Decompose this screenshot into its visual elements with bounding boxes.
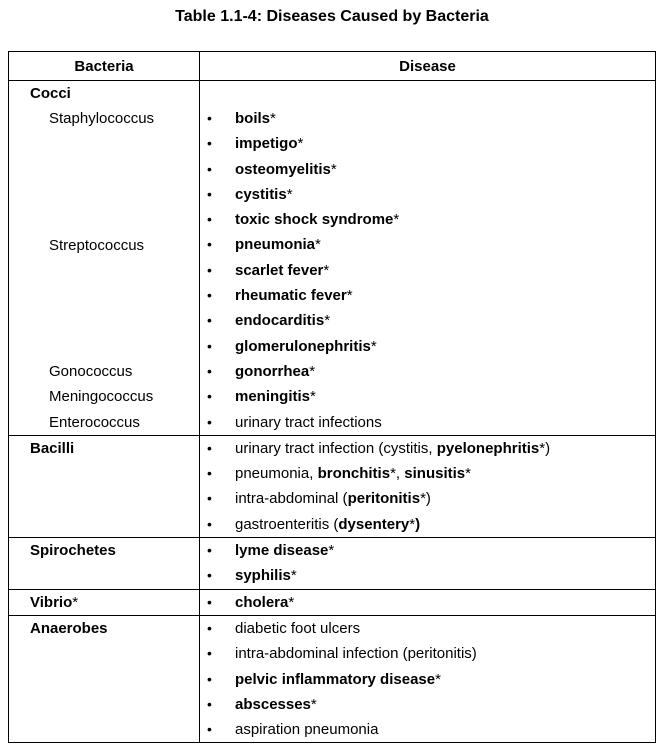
disease-cell [200, 81, 656, 436]
bullet-icon: • [207, 593, 212, 610]
disease-text-part: toxic shock syndrome [235, 211, 394, 229]
bullet-icon: • [207, 110, 212, 126]
table-title: Table 1.1-4: Diseases Caused by Bacteria [175, 8, 489, 25]
bullet-icon: • [207, 236, 212, 253]
disease-item [200, 667, 655, 692]
disease-text [235, 131, 303, 156]
table-header-row [9, 52, 656, 81]
disease-text-part: intra-abdominal infection (peritonitis) [235, 645, 477, 663]
disease-text-part: gastroenteritis ( [235, 515, 339, 533]
disease-text-part: abscesses [235, 695, 311, 713]
bacteria-group-name: Anaerobes [30, 619, 108, 637]
diseases-table [8, 51, 656, 743]
table-body [9, 81, 656, 743]
disease-text-part: ) [415, 515, 421, 533]
disease-text-part: * [323, 261, 330, 279]
bacteria-sub-name: Meningococcus [49, 388, 154, 406]
bullet-icon: • [207, 695, 212, 712]
disease-item [200, 258, 655, 283]
disease-text-part: pyelonephritis [436, 439, 540, 457]
disease-text-part: gonorrhea [235, 362, 310, 380]
disease-text-part: diabetic foot ulcers [235, 619, 361, 637]
disease-item [200, 283, 655, 308]
disease-item [200, 334, 655, 359]
disease-text-part: * [370, 337, 377, 355]
disease-text-part: rheumatic fever [235, 287, 347, 305]
disease-text [235, 308, 330, 333]
disease-text [235, 616, 360, 641]
bullet-icon: • [207, 721, 212, 738]
disease-text-part: impetigo [235, 135, 298, 153]
disease-item [200, 232, 655, 257]
disease-list [200, 81, 655, 435]
disease-text-part: * [315, 236, 321, 254]
bullet-icon: • [207, 645, 212, 662]
bullet-icon: • [207, 337, 212, 354]
bacteria-sub-name: Gonococcus [49, 363, 133, 380]
disease-text [235, 207, 399, 232]
bullet-icon: • [207, 619, 212, 636]
disease-item [200, 717, 655, 742]
bacteria-sub-name: Enterococcus [49, 413, 140, 431]
disease-text-part: * [328, 542, 335, 560]
disease-text [235, 486, 431, 511]
disease-text-part: cystitis [235, 185, 287, 203]
disease-item [200, 384, 655, 409]
disease-text [235, 590, 294, 615]
bullet-icon: • [207, 185, 212, 202]
disease-item [200, 461, 655, 486]
disease-text-part: * [290, 567, 297, 585]
disease-text [235, 410, 382, 435]
bacteria-cell [9, 538, 200, 590]
bacteria-group-row [9, 589, 656, 615]
bacteria-group-name: Cocci [30, 85, 71, 102]
bullet-icon: • [207, 515, 212, 532]
header-disease: Disease [200, 52, 656, 81]
disease-text-part: intra-abdominal ( [235, 490, 348, 508]
disease-text-part: endocarditis [235, 312, 325, 330]
disease-item [200, 512, 655, 537]
disease-item [200, 359, 655, 384]
disease-text-part: * [435, 670, 441, 688]
disease-text-part: * [324, 312, 331, 330]
bullet-icon: • [207, 135, 212, 152]
bullet-icon: • [207, 312, 212, 329]
bacteria-group-row [9, 435, 656, 537]
bullet-icon: • [207, 490, 212, 507]
disease-text [235, 384, 316, 409]
disease-text-part: * [346, 287, 353, 305]
header-bacteria: Bacteria [9, 52, 200, 81]
bacteria-group-name: Bacilli [30, 439, 75, 457]
disease-item [200, 308, 655, 333]
bullet-icon: • [207, 211, 212, 228]
disease-item [200, 131, 655, 156]
disease-text-part: *) [420, 490, 431, 508]
disease-text [235, 436, 550, 461]
disease-cell [200, 538, 656, 590]
disease-item [200, 182, 655, 207]
bullet-icon: • [207, 362, 212, 379]
disease-text-part: sinusitis [404, 465, 466, 483]
disease-text-part: * [393, 211, 400, 229]
bullet-icon: • [207, 439, 212, 456]
disease-list [200, 590, 655, 615]
disease-text-part: peritonitis [347, 490, 421, 508]
disease-text [235, 232, 321, 257]
disease-text [235, 538, 334, 563]
disease-text [235, 182, 293, 207]
disease-item [200, 590, 655, 615]
disease-text [235, 258, 329, 283]
disease-text [235, 106, 276, 131]
bacteria-cell [9, 615, 200, 742]
bacteria-group-name: Spirochetes [30, 542, 116, 560]
disease-text-part: bronchitis [317, 465, 391, 483]
bacteria-group-name [9, 590, 199, 615]
disease-list [200, 616, 655, 742]
disease-text [235, 667, 441, 692]
disease-text-part: * [288, 593, 295, 611]
disease-list [200, 436, 655, 537]
disease-text-part: osteomyelitis [235, 160, 331, 178]
disease-cell [200, 435, 656, 537]
disease-item [200, 486, 655, 511]
bullet-icon: • [207, 465, 212, 482]
bullet-icon: • [207, 670, 212, 687]
disease-text-part: cholera [235, 593, 289, 611]
disease-text-part: * [330, 160, 337, 178]
bacteria-sub-name: Streptococcus [49, 236, 145, 254]
bullet-icon: • [207, 287, 212, 304]
disease-text-part: pneumonia, [235, 465, 318, 483]
disease-text-part: urinary tract infections [235, 413, 382, 431]
bacteria-cell [9, 589, 200, 615]
disease-text-part: * [310, 388, 316, 406]
disease-item [200, 538, 655, 563]
disease-text-part: meningitis [235, 388, 311, 406]
bullet-icon: • [207, 542, 212, 559]
bacteria-cell [9, 81, 200, 436]
disease-text-part: *, [390, 465, 405, 483]
disease-item [200, 436, 655, 461]
disease-text-part: dysentery [338, 515, 410, 533]
disease-text-part: syphilis [235, 567, 291, 585]
disease-item [200, 616, 655, 641]
disease-text-part: pelvic inflammatory disease [235, 670, 436, 688]
disease-text [235, 461, 471, 486]
disease-item [200, 410, 655, 435]
disease-cell [200, 615, 656, 742]
disease-text-part: aspiration pneumonia [235, 721, 379, 739]
disease-text [235, 641, 477, 666]
disease-item [200, 207, 655, 232]
group-name-part: * [72, 593, 79, 611]
disease-item [200, 157, 655, 182]
disease-item [200, 106, 655, 131]
disease-item [200, 692, 655, 717]
disease-text [235, 283, 353, 308]
disease-text [235, 563, 297, 588]
disease-text-part: scarlet fever [235, 261, 324, 279]
bacteria-sub-name: Staphylococcus [49, 110, 155, 127]
disease-item [200, 563, 655, 588]
disease-text-part: * [310, 695, 317, 713]
disease-text-part: urinary tract infection (cystitis, [235, 439, 437, 457]
disease-text-part: * [270, 110, 276, 127]
bullet-icon: • [207, 261, 212, 278]
group-name-part: Vibrio [30, 593, 73, 611]
disease-text-part: * [309, 362, 316, 380]
disease-text-part: glomerulonephritis [235, 337, 371, 355]
disease-text-part: boils [235, 110, 271, 127]
disease-text-part: * [297, 135, 304, 153]
disease-text [235, 717, 378, 742]
disease-text-part: * [409, 515, 416, 533]
bacteria-group-row [9, 615, 656, 742]
disease-list [200, 538, 655, 589]
disease-text-part: * [286, 185, 293, 203]
bullet-icon: • [207, 413, 212, 430]
disease-text [235, 359, 315, 384]
bacteria-group-row [9, 538, 656, 590]
bullet-icon: • [207, 160, 212, 177]
disease-text [235, 692, 317, 717]
disease-text [235, 334, 377, 359]
disease-text-part: *) [539, 439, 551, 457]
bullet-icon: • [207, 567, 212, 584]
disease-cell [200, 589, 656, 615]
bacteria-group-row [9, 81, 656, 436]
bacteria-cell [9, 435, 200, 537]
disease-text-part: lyme disease [235, 542, 329, 560]
disease-text [235, 512, 420, 537]
disease-text [235, 157, 337, 182]
bullet-icon: • [207, 388, 212, 405]
disease-item [200, 641, 655, 666]
disease-text-part: * [465, 465, 471, 483]
disease-text-part: pneumonia [235, 236, 316, 254]
